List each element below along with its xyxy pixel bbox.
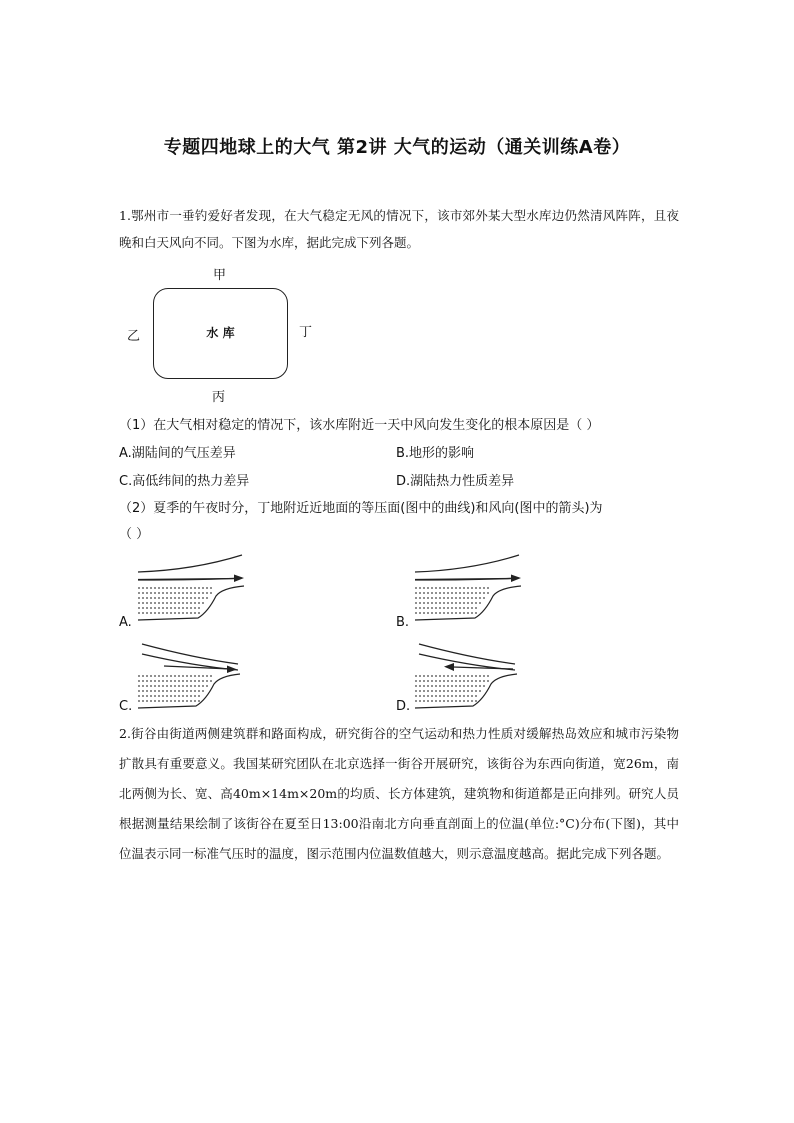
option-1b[interactable]: B.地形的影响 xyxy=(396,446,475,461)
option-2a-label[interactable]: A. xyxy=(119,615,132,630)
label-west: 乙 xyxy=(127,329,141,344)
reservoir-label: 水 库 xyxy=(206,326,235,340)
option-2a-diagram[interactable] xyxy=(134,550,254,630)
page-title: 专题四地球上的大气 第2讲 大气的运动（通关训练A卷） xyxy=(163,137,631,158)
label-east: 丁 xyxy=(299,325,313,340)
sub-question-1: （1）在大气相对稳定的情况下，该水库附近一天中风向发生变化的根本原因是（ ） xyxy=(119,418,600,433)
option-2b-diagram[interactable] xyxy=(411,550,531,630)
option-2d-label[interactable]: D. xyxy=(396,699,411,714)
option-1c[interactable]: C.高低纬间的热力差异 xyxy=(119,474,250,489)
option-2b-label[interactable]: B. xyxy=(396,615,410,630)
question-1-stem: 1.鄂州市一垂钓爱好者发现，在大气稳定无风的情况下，该市郊外某大型水库边仍然清风阵阵，且夜晚和白天风向不同。下图为水库，据此完成下列各题。 xyxy=(119,208,679,250)
option-1d[interactable]: D.湖陆热力性质差异 xyxy=(396,474,515,489)
sub-question-2-paren: （ ） xyxy=(119,527,150,542)
question-2-stem: 2.街谷由街道两侧建筑群和路面构成，研究街谷的空气运动和热力性质对缓解热岛效应和城市污染物扩散具有重要意义。我国某研究团队在北京选择一街谷开展研究，该街谷为东西向街道，宽26m，南北两侧为长、宽、高40m×14m×20m的均质、长方体建筑，建筑物和街道都是正向排列。研究人员根据测量结果绘制了该街谷在夏至日13:00沿南北方向垂直剖面上的位温(单位:°C)分布(下图)，其中位温表示同一标准气压时的温度，图示范围内位温数值越大，则示意温度越高。据此完成下列各题。 xyxy=(119,726,679,861)
option-2c-label[interactable]: C. xyxy=(119,699,133,714)
option-2c-diagram[interactable] xyxy=(134,636,254,716)
option-2d-diagram[interactable] xyxy=(411,636,531,716)
sub-question-2: （2）夏季的午夜时分，丁地附近近地面的等压面(图中的曲线)和风向(图中的箭头)为 xyxy=(119,501,603,516)
label-south: 丙 xyxy=(212,390,226,405)
option-1a[interactable]: A.湖陆间的气压差异 xyxy=(119,446,236,461)
label-north: 甲 xyxy=(213,268,227,283)
